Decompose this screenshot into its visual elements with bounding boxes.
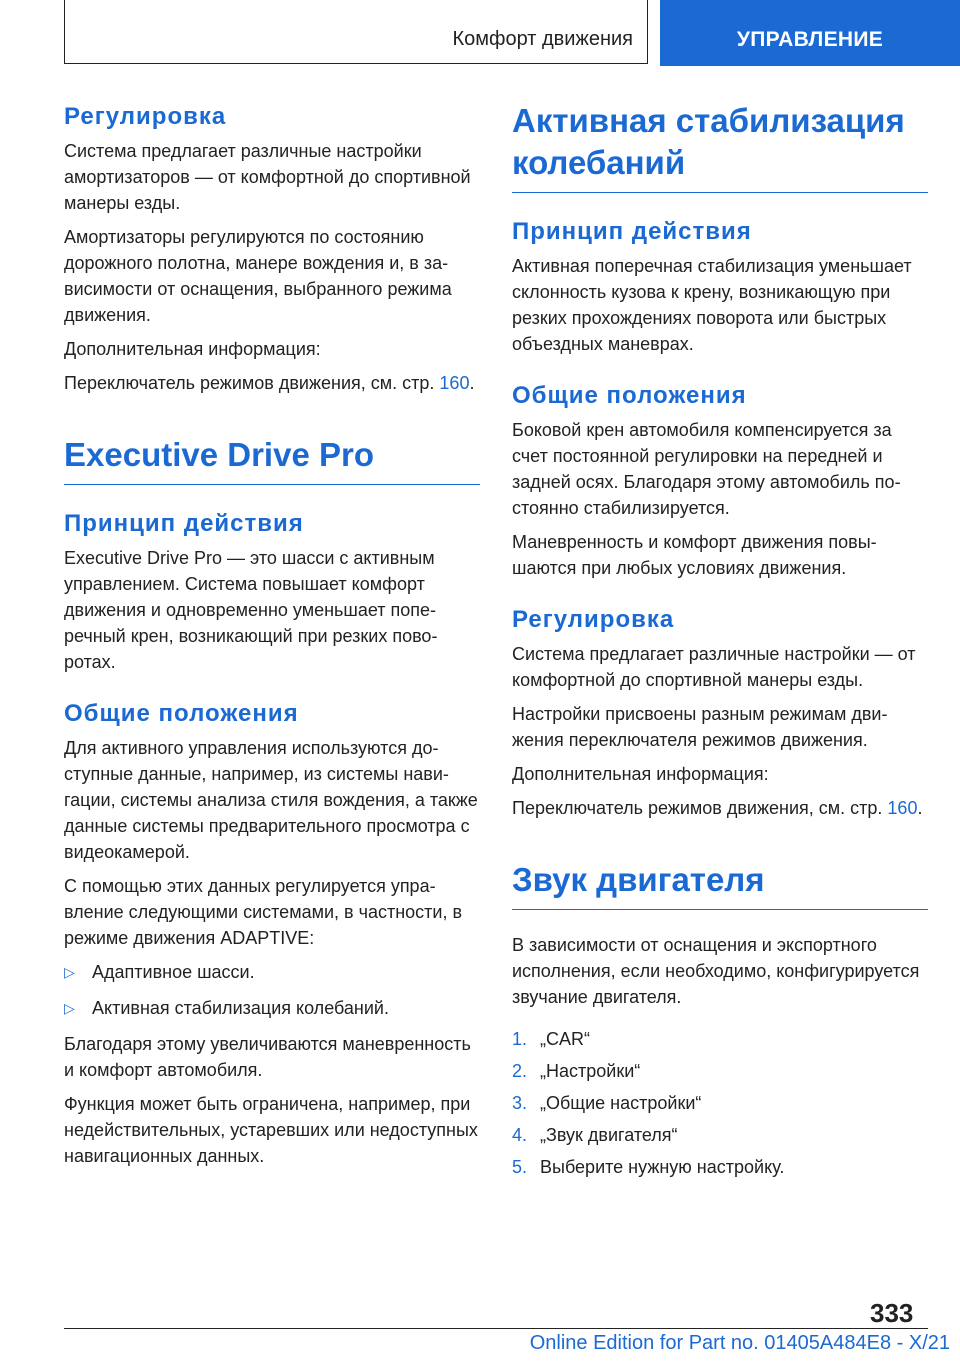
heading-regulation: Регулировка <box>512 606 675 633</box>
heading-general: Общие положения <box>64 700 299 727</box>
paragraph: Амортизаторы регулируются по состоянию дорожного полотна, манере вождения и, в зависимости от оснащения, выбранного режима движения. <box>64 227 452 325</box>
paragraph: Executive Drive Pro — это шасси с активным управлением. Система повышает комфорт движения и одновременно уменьшает поперечный крен, возникающий при резких поворотах. <box>64 548 438 672</box>
page-number: 333 <box>870 1298 914 1328</box>
heading-active-stabilization: Активная стабилизация колебаний <box>512 100 928 193</box>
chapter-tab[interactable]: УПРАВЛЕНИЕ <box>660 0 960 66</box>
cross-reference-text: Переключатель режимов движения, см. стр. <box>64 373 435 393</box>
paragraph: Благодаря этому увеличиваются маневренность и комфорт автомобиля. <box>64 1034 471 1080</box>
triangle-right-outline-icon: ▷ <box>64 964 75 980</box>
step-text: „Настройки“ <box>540 1061 641 1081</box>
step-text: Выберите нужную настройку. <box>540 1157 785 1177</box>
paragraph: Дополнительная информация: <box>64 339 321 359</box>
heading-principle: Принцип действия <box>512 218 752 245</box>
left-column <box>64 100 480 1177</box>
paragraph: Боковой крен автомобиля компенсируется за счет постоянной регулировки на передней и задней осях. Благодаря этому автомобиль постоянно стабилизируется. <box>512 420 901 518</box>
paragraph: Система предлагает различные настройки — от комфортной до спортивной манеры езды. <box>512 644 916 690</box>
paragraph: Система предлагает различные настройки амортизаторов — от комфортной до спортивной манеры езды. <box>64 141 471 213</box>
step-item <box>512 1122 928 1148</box>
list-item-text: Активная стабилизация колебаний. <box>92 998 389 1018</box>
step-item <box>512 1026 928 1052</box>
list-item-text: Адаптивное шасси. <box>92 962 255 982</box>
step-number: 3. <box>512 1093 528 1113</box>
right-column <box>512 100 928 1186</box>
step-item <box>512 1154 928 1180</box>
edition-footer: Online Edition for Part no. 01405A484E8 - X/21 <box>529 1332 950 1354</box>
paragraph: С помощью этих данных регулируется управление следующими системами, в частности, в режиме движения ADAPTIVE: <box>64 876 463 948</box>
footer-divider <box>64 1328 928 1329</box>
section-title: Комфорт движения <box>452 28 633 50</box>
step-text: „Общие настройки“ <box>540 1093 702 1113</box>
list-item <box>64 995 480 1021</box>
paragraph: Настройки присвоены разным режимам движения переключателя режимов движения. <box>512 704 888 750</box>
step-number: 4. <box>512 1125 528 1145</box>
step-text: „CAR“ <box>540 1029 590 1049</box>
paragraph: Дополнительная информация: <box>512 764 769 784</box>
page-link[interactable]: 160 <box>887 798 918 818</box>
section-tab <box>64 0 648 64</box>
cross-reference: Переключатель режимов движения, см. стр. 160. <box>512 798 923 818</box>
step-number: 5. <box>512 1157 528 1177</box>
step-item <box>512 1090 928 1116</box>
paragraph: Маневренность и комфорт движения повышаются при любых условиях движения. <box>512 532 877 578</box>
heading-engine-sound: Звук двигателя <box>512 859 928 910</box>
step-number: 2. <box>512 1061 528 1081</box>
cross-reference-text: Переключатель режимов движения, см. стр. <box>512 798 883 818</box>
paragraph: Активная поперечная стабилизация уменьшает склонность кузова к крену, возникающую при резких прохождениях поворота или быстрых объездных маневрах. <box>512 256 912 354</box>
heading-general: Общие положения <box>512 382 747 409</box>
paragraph: Функция может быть ограничена, например, при недействительных, устаревших или недоступных навигационных данных. <box>64 1094 478 1166</box>
list-item <box>64 959 480 985</box>
heading-executive-drive-pro: Executive Drive Pro <box>64 434 480 485</box>
step-text: „Звук двигателя“ <box>540 1125 678 1145</box>
triangle-right-outline-icon: ▷ <box>64 1000 75 1016</box>
page-header <box>0 0 960 66</box>
paragraph: Для активного управления используются доступные данные, например, из системы навигации, системы анализа стиля вождения, а также данные системы предварительного просмотра с видеокамерой. <box>64 738 478 862</box>
heading-principle: Принцип действия <box>64 510 304 537</box>
paragraph: В зависимости от оснащения и экспортного исполнения, если необходимо, конфигурируется звучание двигателя. <box>512 935 920 1007</box>
step-number: 1. <box>512 1029 528 1049</box>
cross-reference: Переключатель режимов движения, см. стр. 160. <box>64 373 475 393</box>
step-item <box>512 1058 928 1084</box>
heading-regulation: Регулировка <box>64 103 227 130</box>
page-link[interactable]: 160 <box>439 373 470 393</box>
